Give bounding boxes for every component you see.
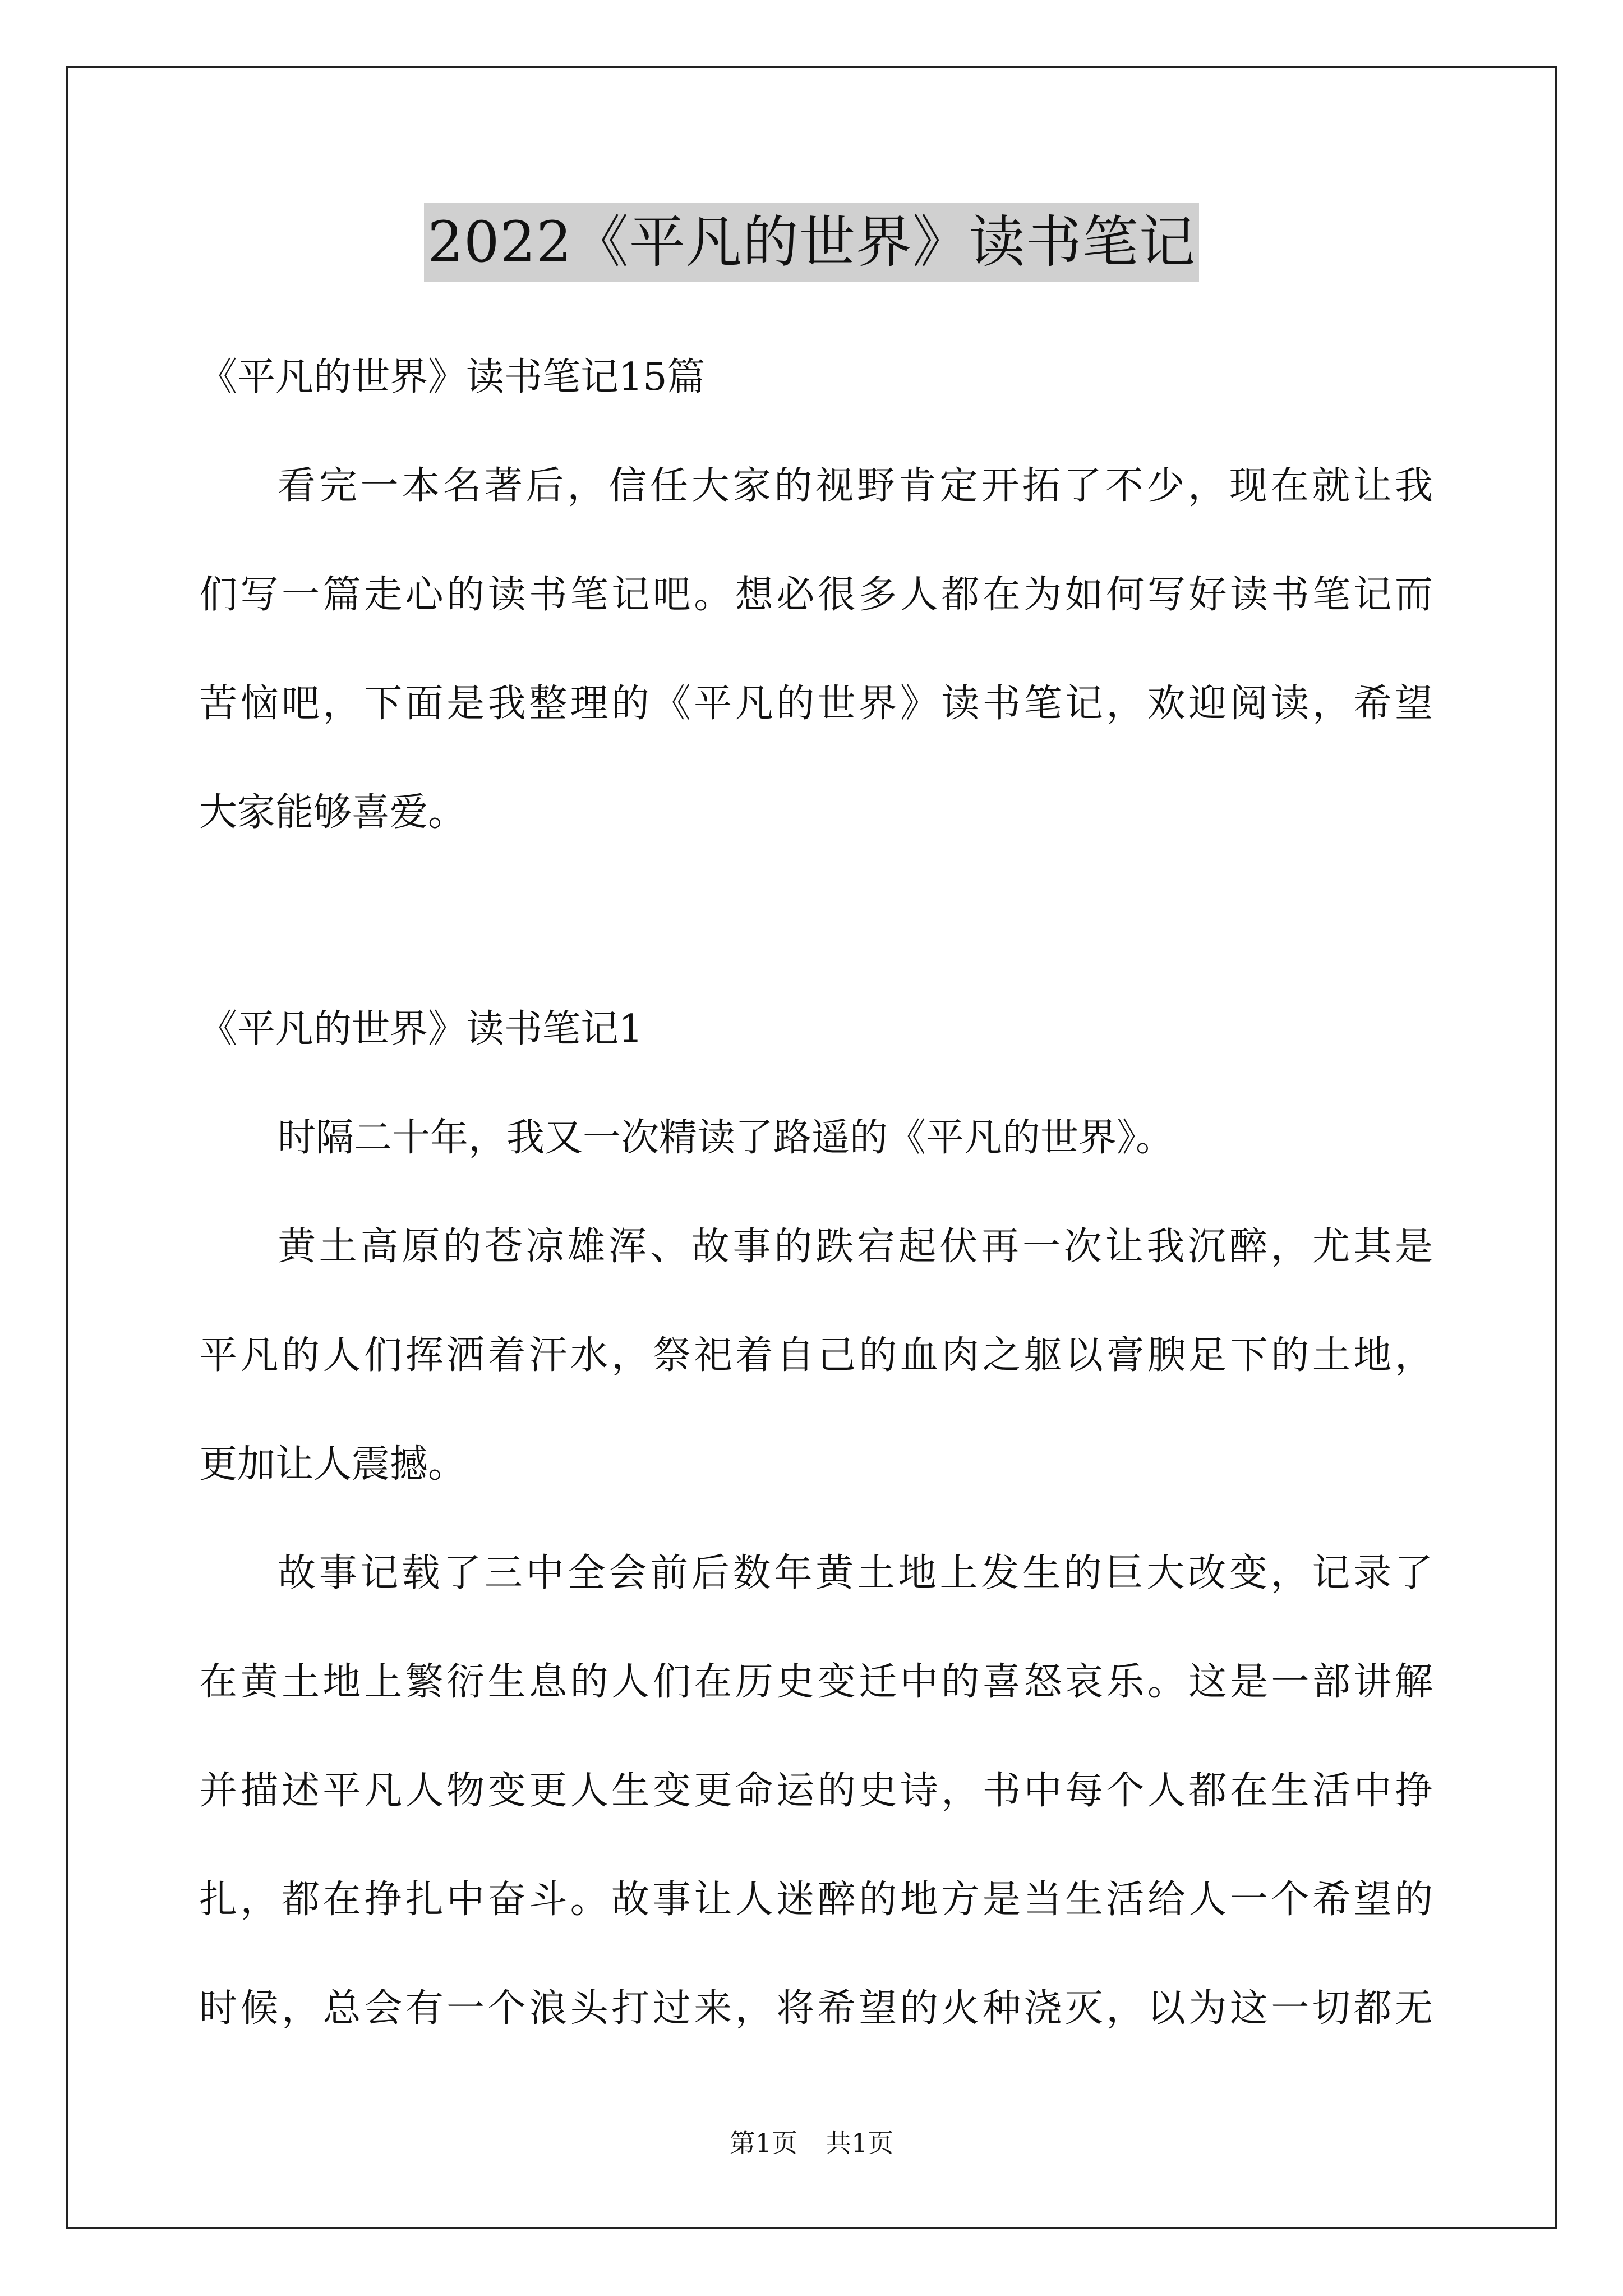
- paragraph-line: 故事记载了三中全会前后数年黄土地上发生的巨大改变，记录了: [278, 1551, 1433, 1595]
- page-number-current: 第1页: [729, 2128, 797, 2158]
- collection-heading: 《平凡的世界》读书笔记15篇: [199, 355, 706, 399]
- page-footer: [0, 2126, 1623, 2160]
- paragraph-line: 时隔二十年，我又一次精读了路遥的《平凡的世界》。: [278, 1116, 1174, 1160]
- title-container: [0, 203, 1623, 282]
- paragraph-line: 并描述平凡人物变更人生变更命运的史诗，书中每个人都在生活中挣: [199, 1769, 1433, 1813]
- section-heading: 《平凡的世界》读书笔记1: [199, 1007, 643, 1051]
- intro-line: 们写一篇走心的读书笔记吧。想必很多人都在为如何写好读书笔记而: [199, 573, 1433, 617]
- paragraph-line: 扎，都在挣扎中奋斗。故事让人迷醉的地方是当生活给人一个希望的: [199, 1878, 1433, 1922]
- intro-line: 苦恼吧，下面是我整理的《平凡的世界》读书笔记，欢迎阅读，希望: [199, 682, 1433, 726]
- intro-line: 看完一本名著后，信任大家的视野肯定开拓了不少，现在就让我: [278, 464, 1433, 508]
- paragraph-line: 平凡的人们挥洒着汗水，祭祀着自己的血肉之躯以膏腴足下的土地，: [199, 1333, 1433, 1378]
- page-number-total: 共1页: [826, 2128, 894, 2158]
- document-title: 2022《平凡的世界》读书笔记: [424, 203, 1199, 282]
- paragraph-line: 时候，总会有一个浪头打过来，将希望的火种浇灭，以为这一切都无: [199, 1986, 1433, 2031]
- paragraph-line: 在黄土地上繁衍生息的人们在历史变迁中的喜怒哀乐。这是一部讲解: [199, 1660, 1433, 1704]
- paragraph-line: 黄土高原的苍凉雄浑、故事的跌宕起伏再一次让我沉醉，尤其是: [278, 1225, 1433, 1269]
- paragraph-line: 更加让人震撼。: [199, 1442, 467, 1487]
- intro-line: 大家能够喜爱。: [199, 790, 467, 835]
